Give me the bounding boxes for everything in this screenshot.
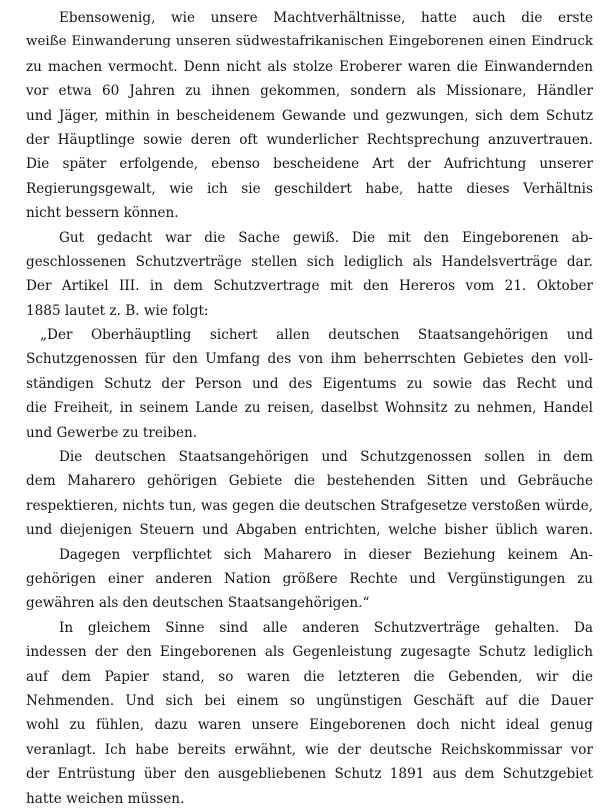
text-line: nicht bessern können. [26,205,179,222]
text-line: „Der Oberhäuptling sichert allen deutschen Staatsangehörigen und [40,327,593,344]
text-line: veranlagt. Ich habe bereits erwähnt, wie der deutsche Reichskommissar vor [26,741,593,758]
text-line: zu machen vermocht. Denn nicht als stolze Eroberer waren die Einwandernden [26,58,593,75]
text-line: die Freiheit, in seinem Lande zu reisen, daselbst Wohnsitz zu nehmen, Handel [26,400,593,417]
text-line: Ebensowenig, wie unsere Machtverhältnisse, hatte auch die erste [59,10,593,26]
text-line: und Gewerbe zu treiben. [26,424,198,441]
text-line: ständigen Schutz der Person und des Eigentums zu sowie das Recht und [26,375,593,392]
quoted-article-iii [26,323,593,616]
paragraph-gleichem-sinne [26,616,593,811]
text-line: indessen der den Eingeborenen als Gegenleistung zugesagte Schutz lediglich [26,644,593,661]
text-line: auf dem Papier stand, so waren die letzteren die Gebenden, wir die [26,668,593,685]
text-line: 1885 lautet z. B. wie folgt: [26,302,209,319]
paragraph-schutzvertraege [26,226,593,324]
text-line: gehörigen einer anderen Nation größere Rechte und Vergünstigungen zu [26,570,593,587]
text-line: und diejenigen Steuern und Abgaben entrichten, welche bisher üblich waren. [26,522,593,539]
text-line: In gleichem Sinne sind alle anderen Schutzverträge gehalten. Da [59,619,593,636]
text-line: Gut gedacht war die Sache gewiß. Die mit den Eingeborenen ab- [59,229,593,246]
text-line: der Häuptlinge sowie deren oft wunderlicher Rechtsprechung anzuvertrauen. [26,131,593,148]
text-line: weiße Einwanderung unseren südwestafrikanischen Eingeborenen einen Eindruck [26,34,593,50]
text-line: Regierungsgewalt, wie ich sie geschildert habe, hatte dieses Verhältnis [26,180,593,197]
text-line: Die deutschen Staatsangehörigen und Schutzgenossen sollen in dem [59,449,593,466]
text-line: und Jäger, mithin in bescheidenem Gewande und gezwungen, sich dem Schutz [26,107,593,124]
text-line: Schutzgenossen für den Umfang des von ihm beherrschten Gebietes den voll- [26,351,593,368]
paragraph-machtverhaeltnisse [26,6,593,226]
text-line: hatte weichen müssen. [26,790,185,807]
text-line: Der Artikel III. in dem Schutzvertrage mit den Hereros vom 21. Oktober [26,278,593,295]
text-line: Die später erfolgende, ebenso bescheidene Art der Aufrichtung unserer [26,156,593,173]
text-line: respektieren, nichts tun, was gegen die deutschen Strafgesetze verstoßen würde, [26,497,593,514]
text-line: der Entrüstung über den ausgebliebenen Schutz 1891 aus dem Schutzgebiet [26,766,593,783]
text-line: vor etwa 60 Jahren zu ihnen gekommen, sondern als Missionare, Händler [26,83,593,100]
text-line: dem Maharero gehörigen Gebiete die bestehenden Sitten und Gebräuche [26,473,593,490]
text-line: gewähren als den deutschen Staatsangehörigen.“ [26,595,370,612]
text-line: wohl zu fühlen, dazu waren unsere Eingeborenen doch nicht ideal genug [26,717,593,734]
text-line: geschlossenen Schutzverträge stellen sich lediglich als Handelsverträge dar. [26,253,593,270]
text-line: Nehmenden. Und sich bei einem so ungünstigen Geschäft auf die Dauer [26,692,593,709]
text-line: Dagegen verpflichtet sich Maharero in dieser Beziehung keinem An- [59,546,593,563]
